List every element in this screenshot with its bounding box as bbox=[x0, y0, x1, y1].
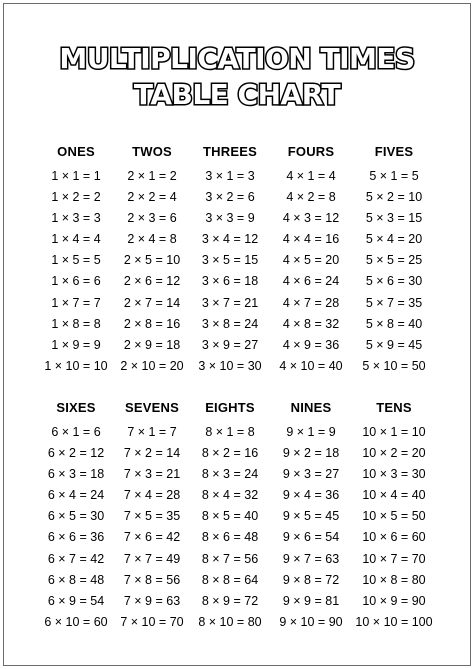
equation-row: 8 × 1 = 8 bbox=[205, 425, 255, 439]
equation-row: 8 × 10 = 80 bbox=[198, 614, 262, 629]
equation-row: 2 × 4 = 8 bbox=[127, 232, 177, 247]
equation-row: 2 × 5 = 10 bbox=[123, 253, 181, 268]
equation-row: 7 × 7 = 49 bbox=[123, 551, 181, 566]
equation-row: 5 × 5 = 25 bbox=[365, 253, 423, 268]
equation-row: 10 × 7 = 70 bbox=[362, 551, 426, 566]
equation-row: 4 × 9 = 36 bbox=[282, 337, 340, 352]
equation-row: 6 × 7 = 42 bbox=[47, 551, 105, 566]
chart-title-line-2: TABLE CHART bbox=[133, 78, 341, 111]
equation-row: 1 × 4 = 4 bbox=[51, 232, 101, 247]
equation-row: 7 × 4 = 28 bbox=[123, 488, 181, 503]
equation-row: 10 × 4 = 40 bbox=[362, 488, 426, 503]
equation-row: 6 × 9 = 54 bbox=[47, 593, 105, 608]
equation-row: 9 × 2 = 18 bbox=[282, 446, 340, 461]
equation-row: 9 × 1 = 9 bbox=[286, 425, 336, 439]
equation-row: 7 × 10 = 70 bbox=[120, 614, 184, 629]
column-header: NINES bbox=[290, 400, 332, 415]
equation-row: 9 × 4 = 36 bbox=[282, 488, 340, 503]
equation-row: 7 × 2 = 14 bbox=[123, 446, 181, 461]
equation-row: 1 × 3 = 3 bbox=[51, 211, 101, 226]
equation-row: 5 × 7 = 35 bbox=[365, 295, 423, 310]
equation-row: 9 × 9 = 81 bbox=[282, 593, 340, 608]
times-table-column bbox=[265, 144, 357, 377]
equation-row: 6 × 2 = 12 bbox=[47, 446, 105, 461]
equation-row: 2 × 7 = 14 bbox=[123, 295, 181, 310]
equation-row: 10 × 6 = 60 bbox=[362, 530, 426, 545]
equation-row: 8 × 5 = 40 bbox=[201, 509, 259, 524]
equation-row: 1 × 6 = 6 bbox=[51, 274, 101, 289]
times-table-column bbox=[348, 400, 440, 633]
equation-list bbox=[265, 166, 357, 377]
times-table-column bbox=[265, 400, 357, 633]
equation-row: 8 × 4 = 32 bbox=[201, 488, 259, 503]
equation-row: 10 × 3 = 30 bbox=[362, 467, 426, 482]
column-header: TWOS bbox=[132, 144, 172, 159]
equation-row: 1 × 5 = 5 bbox=[51, 253, 101, 268]
column-header: SEVENS bbox=[125, 400, 179, 415]
column-header: EIGHTS bbox=[205, 400, 255, 415]
equation-row: 2 × 6 = 12 bbox=[123, 274, 181, 289]
equation-row: 8 × 7 = 56 bbox=[201, 551, 259, 566]
equation-row: 5 × 1 = 5 bbox=[369, 169, 419, 183]
equation-row: 2 × 3 = 6 bbox=[127, 211, 177, 226]
equation-row: 3 × 10 = 30 bbox=[198, 358, 262, 373]
equation-row: 1 × 8 = 8 bbox=[51, 316, 101, 331]
equation-row: 4 × 8 = 32 bbox=[282, 316, 340, 331]
equation-row: 1 × 2 = 2 bbox=[51, 190, 101, 205]
equation-row: 8 × 3 = 24 bbox=[201, 467, 259, 482]
equation-row: 8 × 9 = 72 bbox=[201, 593, 259, 608]
equation-row: 4 × 2 = 8 bbox=[286, 190, 336, 205]
equation-row: 6 × 1 = 6 bbox=[51, 425, 101, 439]
equation-list bbox=[265, 422, 357, 633]
equation-row: 4 × 1 = 4 bbox=[286, 169, 336, 183]
column-header: FOURS bbox=[287, 144, 335, 159]
equation-row: 9 × 8 = 72 bbox=[282, 572, 340, 587]
equation-row: 10 × 5 = 50 bbox=[362, 509, 426, 524]
equation-row: 5 × 2 = 10 bbox=[365, 190, 423, 205]
equation-row: 1 × 1 = 1 bbox=[51, 169, 101, 183]
equation-row: 1 × 10 = 10 bbox=[44, 358, 108, 373]
equation-row: 4 × 3 = 12 bbox=[282, 211, 340, 226]
equation-row: 7 × 1 = 7 bbox=[127, 425, 177, 439]
equation-row: 4 × 7 = 28 bbox=[282, 295, 340, 310]
equation-row: 3 × 3 = 9 bbox=[205, 211, 255, 226]
equation-row: 5 × 6 = 30 bbox=[365, 274, 423, 289]
equation-row: 6 × 5 = 30 bbox=[47, 509, 105, 524]
equation-row: 6 × 6 = 36 bbox=[47, 530, 105, 545]
equation-list bbox=[184, 166, 276, 377]
times-table-column bbox=[184, 144, 276, 377]
equation-row: 6 × 4 = 24 bbox=[47, 488, 105, 503]
equation-row: 10 × 2 = 20 bbox=[362, 446, 426, 461]
equation-row: 4 × 10 = 40 bbox=[279, 358, 343, 373]
equation-row: 1 × 7 = 7 bbox=[51, 295, 101, 310]
equation-row: 9 × 5 = 45 bbox=[282, 509, 340, 524]
column-header: SIXES bbox=[56, 400, 96, 415]
equation-row: 9 × 7 = 63 bbox=[282, 551, 340, 566]
chart-title-line-1: MULTIPLICATION TIMES bbox=[59, 42, 415, 75]
equation-row: 5 × 10 = 50 bbox=[362, 358, 426, 373]
equation-row: 6 × 3 = 18 bbox=[47, 467, 105, 482]
equation-row: 3 × 9 = 27 bbox=[201, 337, 259, 352]
equation-row: 3 × 2 = 6 bbox=[205, 190, 255, 205]
equation-row: 5 × 8 = 40 bbox=[365, 316, 423, 331]
equation-row: 3 × 1 = 3 bbox=[205, 169, 255, 183]
equation-row: 6 × 10 = 60 bbox=[44, 614, 108, 629]
equation-row: 1 × 9 = 9 bbox=[51, 337, 101, 352]
equation-row: 5 × 4 = 20 bbox=[365, 232, 423, 247]
equation-row: 4 × 6 = 24 bbox=[282, 274, 340, 289]
equation-row: 5 × 3 = 15 bbox=[365, 211, 423, 226]
equation-list bbox=[348, 422, 440, 633]
equation-row: 8 × 2 = 16 bbox=[201, 446, 259, 461]
equation-row: 2 × 2 = 4 bbox=[127, 190, 177, 205]
equation-row: 8 × 8 = 64 bbox=[201, 572, 259, 587]
equation-list bbox=[184, 422, 276, 633]
times-table-column bbox=[348, 144, 440, 377]
equation-row: 4 × 4 = 16 bbox=[282, 232, 340, 247]
column-header: TENS bbox=[376, 400, 412, 415]
equation-row: 2 × 9 = 18 bbox=[123, 337, 181, 352]
equation-row: 5 × 9 = 45 bbox=[365, 337, 423, 352]
equation-row: 2 × 1 = 2 bbox=[127, 169, 177, 183]
equation-row: 10 × 8 = 80 bbox=[362, 572, 426, 587]
equation-row: 9 × 3 = 27 bbox=[282, 467, 340, 482]
column-header: ONES bbox=[57, 144, 95, 159]
equation-row: 3 × 6 = 18 bbox=[201, 274, 259, 289]
equation-row: 7 × 3 = 21 bbox=[123, 467, 181, 482]
equation-row: 3 × 7 = 21 bbox=[201, 295, 259, 310]
equation-row: 3 × 5 = 15 bbox=[201, 253, 259, 268]
column-header: FIVES bbox=[374, 144, 414, 159]
equation-row: 10 × 1 = 10 bbox=[362, 425, 426, 439]
equation-row: 7 × 5 = 35 bbox=[123, 509, 181, 524]
equation-row: 3 × 8 = 24 bbox=[201, 316, 259, 331]
equation-row: 7 × 9 = 63 bbox=[123, 593, 181, 608]
equation-row: 6 × 8 = 48 bbox=[47, 572, 105, 587]
equation-row: 10 × 9 = 90 bbox=[362, 593, 426, 608]
equation-row: 9 × 6 = 54 bbox=[282, 530, 340, 545]
equation-row: 8 × 6 = 48 bbox=[201, 530, 259, 545]
equation-row: 7 × 8 = 56 bbox=[123, 572, 181, 587]
column-header: THREES bbox=[203, 144, 257, 159]
equation-row: 2 × 10 = 20 bbox=[120, 358, 184, 373]
equation-row: 10 × 10 = 100 bbox=[355, 614, 433, 629]
equation-list bbox=[348, 166, 440, 377]
equation-row: 2 × 8 = 16 bbox=[123, 316, 181, 331]
equation-row: 4 × 5 = 20 bbox=[282, 253, 340, 268]
equation-row: 7 × 6 = 42 bbox=[123, 530, 181, 545]
equation-row: 3 × 4 = 12 bbox=[201, 232, 259, 247]
equation-row: 9 × 10 = 90 bbox=[279, 614, 343, 629]
times-table-column bbox=[184, 400, 276, 633]
